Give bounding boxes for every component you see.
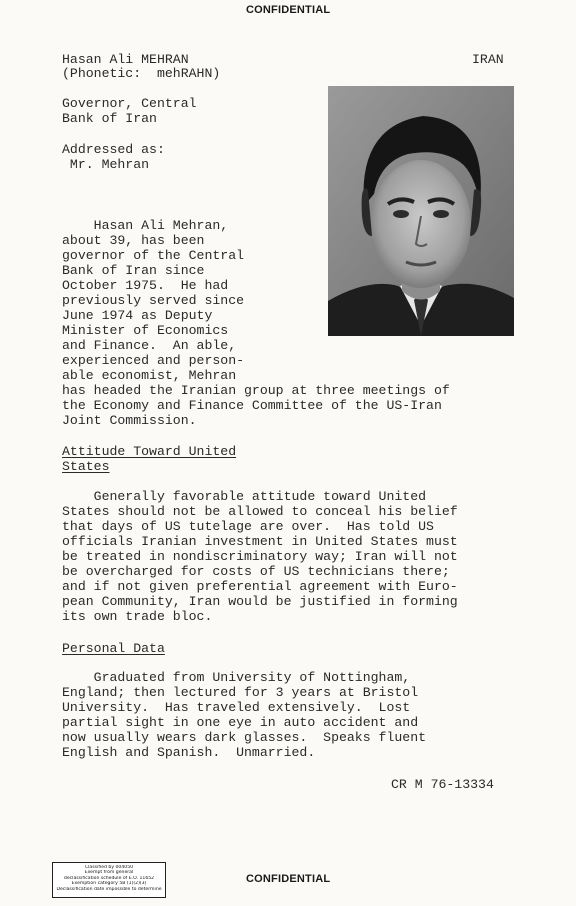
- addressed-as-label: Addressed as:: [62, 142, 165, 157]
- text-line: that days of US tutelage are over. Has told US: [62, 519, 434, 534]
- classification-marking-top: CONFIDENTIAL: [246, 4, 331, 16]
- text-line: Graduated from University of Nottingham,: [62, 670, 411, 685]
- declassification-stamp: [52, 862, 166, 898]
- personal-data-paragraph: [62, 670, 426, 760]
- text-line: has headed the Iranian group at three meetings of: [62, 383, 450, 398]
- position-title: [62, 96, 197, 126]
- attitude-paragraph: [62, 489, 458, 624]
- text-line: the Economy and Finance Committee of the US-Iran: [62, 398, 442, 413]
- text-line: able economist, Mehran: [62, 368, 237, 383]
- stamp-line: Exempt from general: [84, 870, 134, 876]
- text-line: England; then lectured for 3 years at Bristol: [62, 685, 419, 700]
- text-line: English and Spanish. Unmarried.: [62, 745, 316, 760]
- text-line: States should not be allowed to conceal his belief: [62, 504, 458, 519]
- intro-paragraph: [62, 218, 450, 428]
- stamp-line: declassification schedule of E.O. 11652: [63, 875, 155, 881]
- text-line: governor of the Central: [62, 248, 245, 263]
- phonetic-pronunciation: (Phonetic: mehRAHN): [62, 66, 221, 81]
- text-line: be treated in nondiscriminatory way; Iran will not: [62, 549, 458, 564]
- country-label: IRAN: [472, 52, 504, 67]
- stamp-line: Declassification date impossible to determine: [56, 886, 162, 892]
- text-line: pean Community, Iran would be justified in forming: [62, 594, 458, 609]
- text-line: its own trade bloc.: [62, 609, 213, 624]
- section-heading-attitude: [62, 444, 236, 474]
- text-line: now usually wears dark glasses. Speaks fluent: [62, 730, 427, 745]
- heading-line: Attitude Toward United: [62, 444, 237, 459]
- document-reference-number: CR M 76-13334: [391, 777, 494, 792]
- position-line: Governor, Central: [62, 96, 197, 111]
- text-line: partial sight in one eye in auto accident and: [62, 715, 419, 730]
- text-line: be overcharged for costs of US technicians there;: [62, 564, 450, 579]
- text-line: Minister of Economics: [62, 323, 229, 338]
- section-heading-personal-data: Personal Data: [62, 641, 165, 656]
- text-line: previously served since: [62, 293, 245, 308]
- text-line: and Finance. An able,: [62, 338, 237, 353]
- addressed-as: [62, 142, 165, 172]
- subject-name: Hasan Ali MEHRAN: [62, 52, 189, 67]
- text-line: June 1974 as Deputy: [62, 308, 213, 323]
- stamp-line: Classified by 004050: [84, 865, 134, 870]
- text-line: about 39, has been: [62, 233, 205, 248]
- text-line: experienced and person-: [62, 353, 245, 368]
- addressed-as-value: Mr. Mehran: [62, 157, 150, 172]
- text-line: officials Iranian investment in United States must: [62, 534, 458, 549]
- heading-line: States: [62, 459, 110, 474]
- text-line: Joint Commission.: [62, 413, 197, 428]
- text-line: October 1975. He had: [62, 278, 229, 293]
- text-line: Hasan Ali Mehran,: [62, 218, 229, 233]
- stamp-line: Exemption category 5B (1)(2)(3): [71, 881, 147, 887]
- position-line: Bank of Iran: [62, 111, 157, 126]
- text-line: and if not given preferential agreement with Euro-: [62, 579, 458, 594]
- classification-marking-bottom: CONFIDENTIAL: [246, 873, 331, 885]
- text-line: Generally favorable attitude toward United: [62, 489, 427, 504]
- text-line: Bank of Iran since: [62, 263, 205, 278]
- text-line: University. Has traveled extensively. Lost: [62, 700, 411, 715]
